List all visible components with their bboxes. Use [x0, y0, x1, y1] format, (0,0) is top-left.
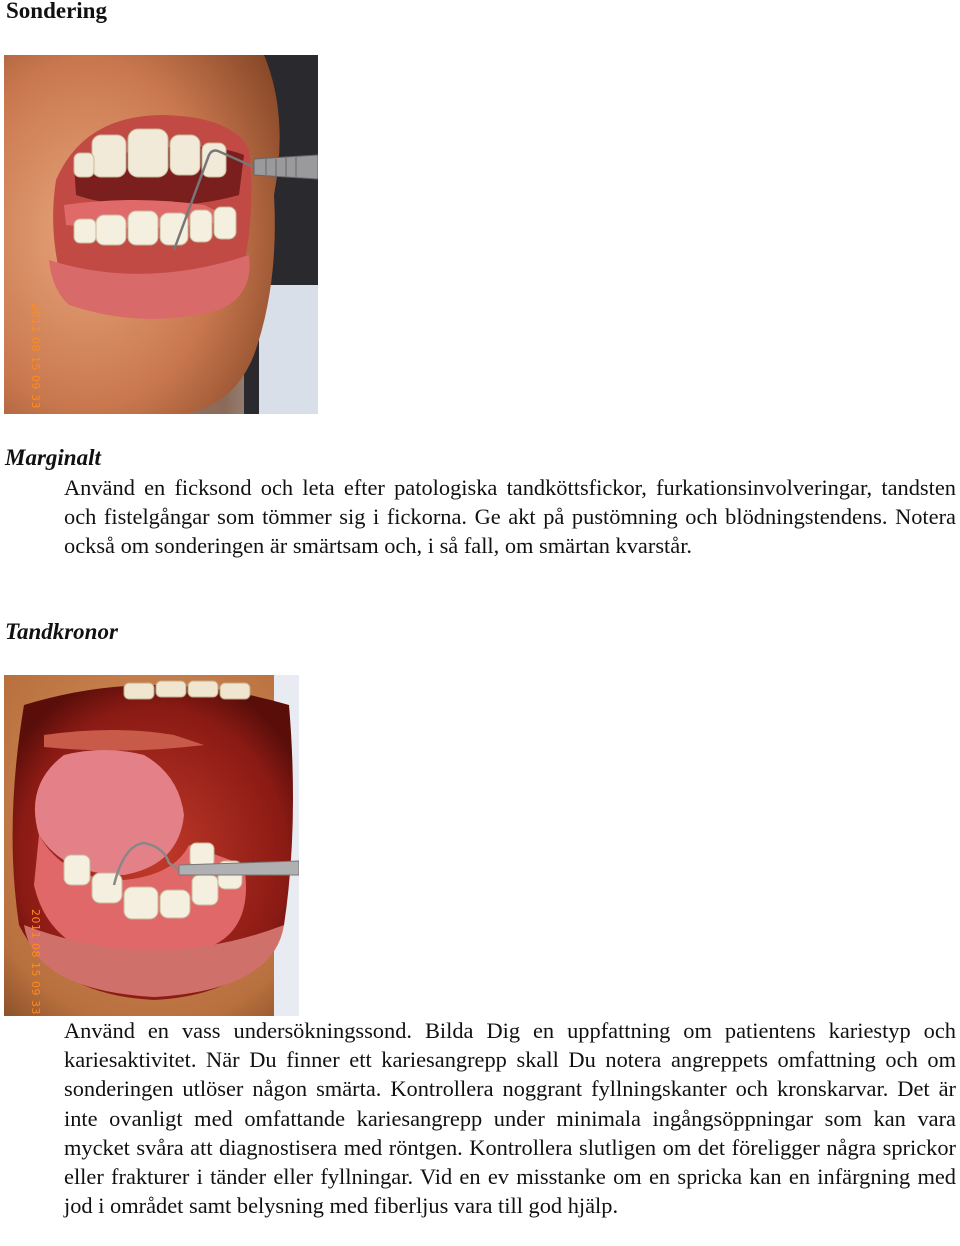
marginal-probing-image [4, 55, 318, 414]
photo-date-stamp: 2011 08 15 09 33 [29, 909, 42, 1015]
section-heading-tandkronor: Tandkronor [5, 619, 118, 644]
crown-probing-image [4, 675, 299, 1016]
section-heading-marginalt: Marginalt [5, 445, 101, 470]
section-body-tandkronor: Använd en vass undersökningssond. Bilda Dig en uppfattning om patientens kariestyp och kariesaktivitet. När Du finner ett kariesangrepp skall Du notera angreppets omfattning och om sonderingen utlöser någon smärta. Kontrollera noggrant fyllningskanter och kronskarvar. Det är inte ovanligt med omfattande kariesangrepp under minimala ingångsöppningar som kan vara mycket svåra att diagnostisera med röntgen. Kontrollera slutligen om det föreligger några sprickor eller frakturer i tänder eller fyllningar. Vid en ev misstanke om en spricka kan en infärgning med jod i området samt belysning med fiberljus vara till god hjälp. [64, 1018, 956, 1219]
page-title: Sondering [6, 0, 107, 23]
photo-date-stamp: 2011 08 15 09 33 [29, 303, 42, 409]
section-body-marginalt: Använd en ficksond och leta efter patologiska tandköttsfickor, furkationsinvolveringar, tandsten och fistelgångar som tömmer sig i fickorna. Ge akt på pustömning och blödningstendens. Notera också om sonderingen är smärtsam och, i så fall, om smärtan kvarstår. [64, 475, 956, 559]
photo-marginal-probing [4, 55, 318, 414]
photo-crown-probing [4, 675, 299, 1016]
